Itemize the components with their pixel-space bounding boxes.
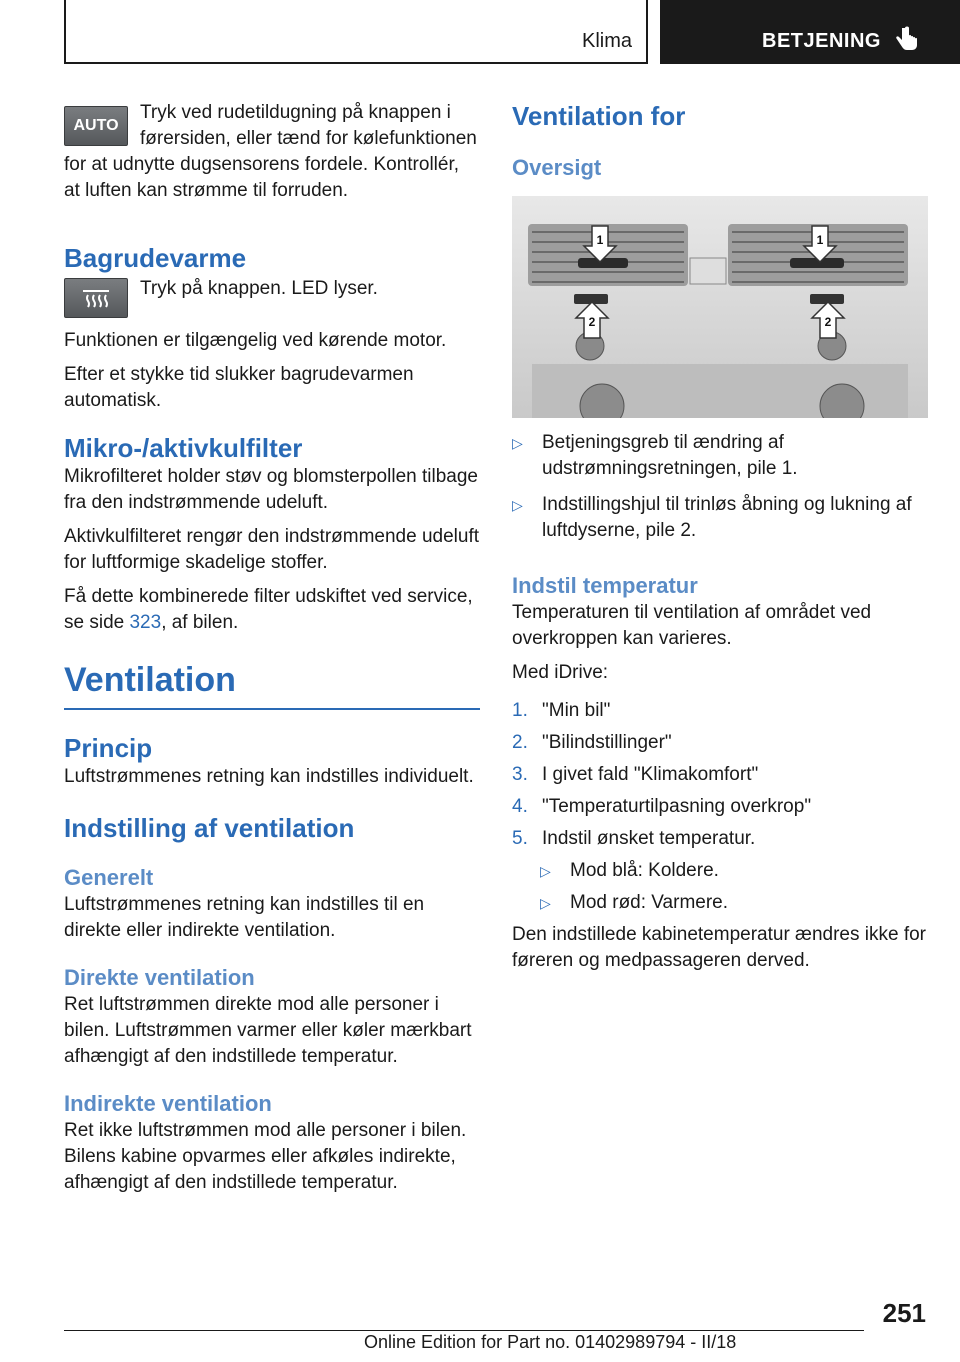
header-chapter-title: BETJENING xyxy=(762,30,881,52)
step-item: 3. I givet fald "Klimakomfort" xyxy=(512,764,759,785)
setting-heading: Indstilling af ventilation xyxy=(64,813,355,843)
princip-heading: Princip xyxy=(64,733,153,763)
filter-p1: Mikrofilteret holder støv og blomsterpollen tilbage fra den indstrømmende udeluft. xyxy=(64,466,478,513)
closing-text: Den indstillede kabinetemperatur ændres ikke for føreren og medpassageren derved. xyxy=(512,924,926,971)
arrow-label-1b: 1 xyxy=(816,233,824,247)
vent-illustration xyxy=(512,196,928,418)
steps-list xyxy=(512,698,928,916)
generelt-text: Luftstrømmenes retning kan indstilles til en direkte eller indirekte ventilation. xyxy=(64,894,425,941)
rear-defrost-icon xyxy=(64,278,128,318)
filter-p3: Få dette kombinerede filter udskiftet ved service, se side 323, af bilen. xyxy=(64,586,473,633)
step-item: 2. "Bilindstillinger" xyxy=(512,732,672,753)
rear-defrost-p2: Efter et stykke tid slukker bagrudevarmen automatisk. xyxy=(64,364,414,411)
indirect-heading: Indirekte ventilation xyxy=(64,1091,272,1116)
page-number: 251 xyxy=(882,1298,926,1328)
ventilation-heading: Ventilation xyxy=(64,661,236,699)
indirect-text: Ret ikke luftstrømmen mod alle personer i bilen. Bilens kabine opvarmes eller afkøles indirekte, afhængigt af den indstillede temperatur. xyxy=(64,1120,467,1193)
auto-paragraph: Tryk ved rudetildugning på knappen i førersiden, eller tænd for kølefunktionen for at udnytte dugsensorens fordele. Kontrollér, at luften kan strømme til forruden. xyxy=(64,102,477,201)
arrow-label-1a: 1 xyxy=(596,233,604,247)
step-item: 4. "Temperaturtilpasning overkrop" xyxy=(512,796,812,817)
princip-text: Luftstrømmenes retning kan indstilles individuelt. xyxy=(64,766,474,787)
page-link-323[interactable]: 323 xyxy=(129,612,162,633)
left-column xyxy=(64,100,480,1196)
temp-heading: Indstil temperatur xyxy=(512,573,698,598)
right-column xyxy=(512,100,928,974)
rear-heat-symbol xyxy=(81,287,111,309)
overview-bullets xyxy=(512,430,928,544)
filter-heading: Mikro-/aktivkulfilter xyxy=(64,433,303,463)
list-item: ▷ Betjeningsgreb til ændring af udstrømningsretningen, pile 1. xyxy=(512,432,798,479)
triangle-bullet-icon: ▷ xyxy=(512,435,523,451)
direct-heading: Direkte ventilation xyxy=(64,965,255,990)
header-chapter-box xyxy=(660,0,960,64)
direct-text: Ret luftstrømmen direkte mod alle personer i bilen. Luftstrømmen varmer eller køler mærkbart afhængigt af den indstillede temperatur. xyxy=(64,994,472,1067)
overview-heading: Oversigt xyxy=(512,155,602,180)
arrow-label-2a: 2 xyxy=(588,315,596,329)
footer-edition: Online Edition for Part no. 01402989794 - II/18 xyxy=(364,1332,737,1352)
rear-defrost-text: Tryk på knappen. LED lyser. xyxy=(140,278,378,299)
arrow-label-2b: 2 xyxy=(824,315,832,329)
triangle-bullet-icon: ▷ xyxy=(540,895,551,911)
sub-list-item: ▷ Mod rød: Varmere. xyxy=(512,890,928,916)
step-item: 5. Indstil ønsket temperatur. xyxy=(512,828,756,849)
generelt-heading: Generelt xyxy=(64,865,154,890)
rear-defrost-p1: Funktionen er tilgængelig ved kørende motor. xyxy=(64,330,447,351)
triangle-bullet-icon: ▷ xyxy=(512,497,523,513)
vent-photo xyxy=(512,196,928,418)
pointing-hand-icon xyxy=(894,26,920,54)
triangle-bullet-icon: ▷ xyxy=(540,863,551,879)
heading-rule xyxy=(64,708,480,710)
list-item: ▷ Indstillingshjul til trinløs åbning og lukning af luftdyserne, pile 2. xyxy=(512,494,912,541)
header-section-title: Klima xyxy=(581,30,632,52)
front-vent-heading: Ventilation for xyxy=(512,101,686,131)
step-item: 1. "Min bil" xyxy=(512,700,611,721)
rear-defrost-heading: Bagrudevarme xyxy=(64,243,247,273)
temp-text: Temperaturen til ventilation af området ved overkroppen kan varieres. xyxy=(512,602,872,649)
header-section-box xyxy=(64,0,648,64)
footer-rule xyxy=(64,1330,864,1331)
idrive-label: Med iDrive: xyxy=(512,662,609,683)
auto-button-icon: AUTO xyxy=(64,106,128,146)
filter-p2: Aktivkulfilteret rengør den indstrømmende udeluft for luftformige skadelige stoffer. xyxy=(64,526,480,573)
sub-list-item: ▷ Mod blå: Koldere. xyxy=(512,858,928,884)
